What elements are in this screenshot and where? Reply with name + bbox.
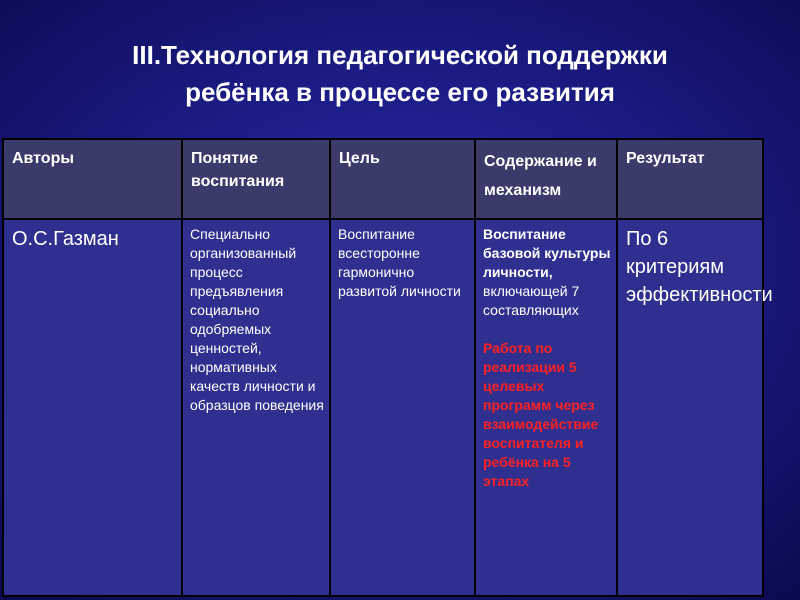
header-cell-content xyxy=(475,139,617,219)
cell-result xyxy=(617,219,773,596)
table-header-row xyxy=(3,139,763,219)
content-spacer xyxy=(483,320,611,339)
concept-text: Специально организованный процесс предъявления социально одобряемых ценностей, нормативных качеств личности и образцов поведения xyxy=(190,226,324,413)
header-concept-label: Понятие воспитания xyxy=(191,150,285,190)
header-authors-label: Авторы xyxy=(12,150,75,167)
header-content-label: Содержание и механизм xyxy=(484,153,597,199)
slide-title-line-1: III.Технология педагогической поддержки xyxy=(132,40,668,70)
pedagogy-table xyxy=(2,138,773,597)
goal-text: Воспитание всесторонне гармонично развитой личности xyxy=(338,226,461,299)
cell-concept xyxy=(182,219,330,596)
author-name: О.С.Газман xyxy=(12,228,119,250)
header-cell-concept xyxy=(182,139,330,219)
header-cell-authors xyxy=(3,139,182,219)
header-goal-label: Цель xyxy=(339,150,380,167)
header-result-label: Результат xyxy=(626,150,705,167)
header-cell-result xyxy=(617,139,763,219)
header-cell-goal xyxy=(330,139,475,219)
slide-title xyxy=(0,37,800,111)
cell-author xyxy=(3,219,182,596)
cell-goal xyxy=(330,219,475,596)
slide-title-line-2: ребёнка в процессе его развития xyxy=(185,77,615,107)
content-plain-text: включающей 7 составляющих xyxy=(483,283,580,318)
cell-content xyxy=(475,219,617,596)
content-block xyxy=(476,220,616,491)
table-row xyxy=(3,219,763,596)
content-bold-text: Воспитание базовой культуры личности, xyxy=(483,226,611,280)
result-text: По 6 критериям эффективности xyxy=(626,228,773,306)
content-red-text: Работа по реализации 5 целевых программ через взаимодействие воспитателя и ребёнка на 5 этапах xyxy=(483,340,599,489)
